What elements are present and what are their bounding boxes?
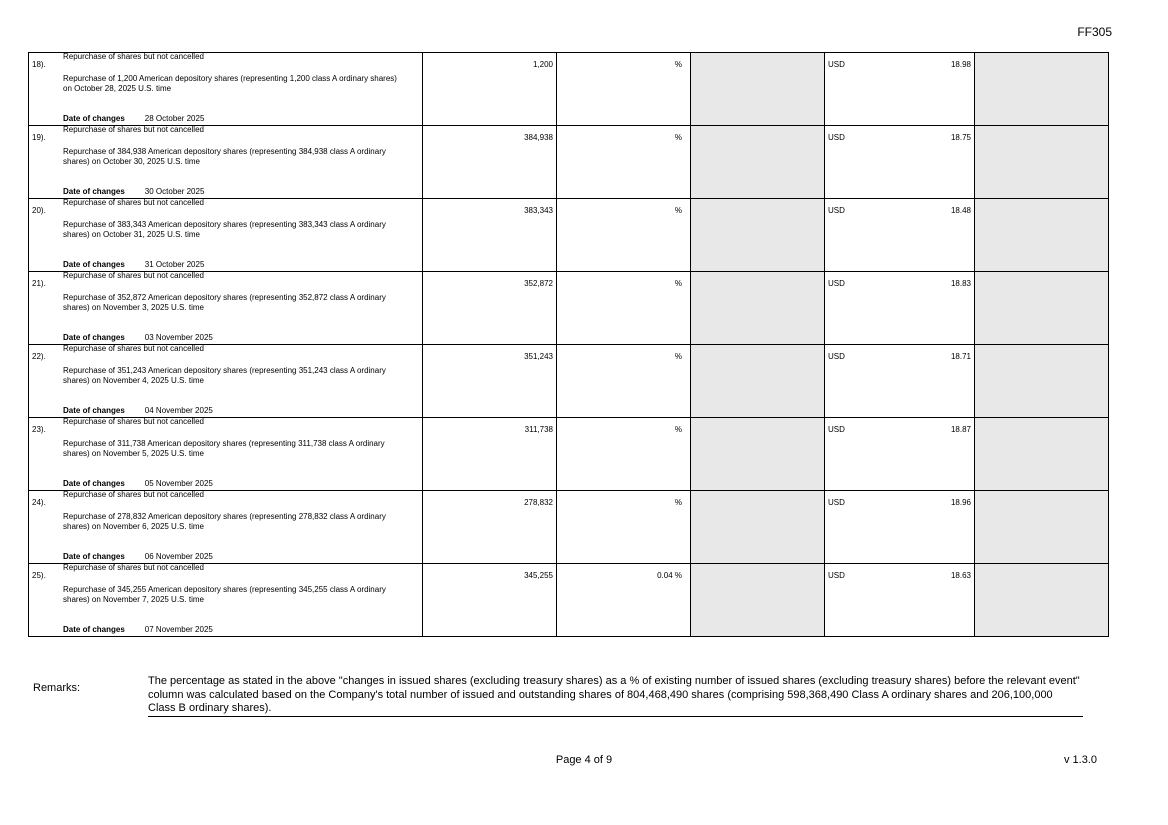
date-label: Date of changes: [63, 260, 125, 269]
event-type: Repurchase of shares but not cancelled: [63, 490, 204, 499]
shaded-cell: [691, 345, 825, 418]
event-type: Repurchase of shares but not cancelled: [63, 344, 204, 353]
price-cell: [825, 418, 975, 491]
table-row: [29, 418, 1109, 491]
quantity-cell: [423, 491, 557, 564]
price-cell: [825, 199, 975, 272]
quantity-value: 383,343: [524, 206, 553, 215]
shaded-cell: [975, 126, 1109, 199]
percentage-cell: [557, 345, 691, 418]
row-number: 22).: [32, 352, 46, 361]
currency: USD: [828, 352, 845, 361]
date-value: 30 October 2025: [144, 187, 205, 196]
event-type: Repurchase of shares but not cancelled: [63, 271, 204, 280]
date-value: 31 October 2025: [144, 260, 205, 269]
description-cell: [29, 491, 423, 564]
table-row: [29, 491, 1109, 564]
percentage-value: %: [674, 60, 682, 69]
description-cell: [29, 564, 423, 637]
shaded-cell: [691, 564, 825, 637]
percentage-cell: [557, 199, 691, 272]
description-cell: [29, 272, 423, 345]
event-detail: Repurchase of 311,738 American depository shares (representing 311,738 class A ordinary shares) on November 5, 2025 U.S. time: [63, 439, 385, 458]
shaded-cell: [691, 272, 825, 345]
price-value: 18.96: [950, 498, 971, 507]
event-detail: Repurchase of 352,872 American depository shares (representing 352,872 class A ordinary shares) on November 3, 2025 U.S. time: [63, 293, 386, 312]
date-value: 07 November 2025: [144, 625, 213, 634]
row-number: 25).: [32, 571, 46, 580]
description-cell: [29, 418, 423, 491]
shaded-cell: [975, 418, 1109, 491]
description-cell: [29, 53, 423, 126]
price-value: 18.75: [950, 133, 971, 142]
event-detail: Repurchase of 345,255 American depository shares (representing 345,255 class A ordinary shares) on November 7, 2025 U.S. time: [63, 585, 386, 604]
price-cell: [825, 53, 975, 126]
version-label: v 1.3.0: [1063, 754, 1097, 766]
date-label: Date of changes: [63, 333, 125, 342]
event-type: Repurchase of shares but not cancelled: [63, 52, 204, 61]
percentage-cell: [557, 491, 691, 564]
date-label: Date of changes: [63, 114, 125, 123]
date-label: Date of changes: [63, 479, 125, 488]
date-label: Date of changes: [63, 625, 125, 634]
price-value: 18.48: [950, 206, 971, 215]
currency: USD: [828, 60, 845, 69]
table-row: [29, 272, 1109, 345]
price-value: 18.98: [950, 60, 971, 69]
price-value: 18.83: [950, 279, 971, 288]
shaded-cell: [975, 199, 1109, 272]
event-type: Repurchase of shares but not cancelled: [63, 198, 204, 207]
event-detail: Repurchase of 351,243 American depository shares (representing 351,243 class A ordinary shares) on November 4, 2025 U.S. time: [63, 366, 386, 385]
quantity-cell: [423, 53, 557, 126]
event-type: Repurchase of shares but not cancelled: [63, 125, 204, 134]
quantity-cell: [423, 345, 557, 418]
price-cell: [825, 272, 975, 345]
shaded-cell: [975, 272, 1109, 345]
percentage-value: %: [674, 133, 682, 142]
row-number: 23).: [32, 425, 46, 434]
event-detail: Repurchase of 278,832 American depository shares (representing 278,832 class A ordinary shares) on November 6, 2025 U.S. time: [63, 512, 386, 531]
row-number: 19).: [32, 133, 46, 142]
price-value: 18.87: [950, 425, 971, 434]
table-body: [29, 53, 1109, 637]
description-cell: [29, 199, 423, 272]
quantity-value: 345,255: [524, 571, 553, 580]
price-cell: [825, 564, 975, 637]
remarks-text: The percentage as stated in the above "changes in issued shares (excluding treasury shares) as a % of existing number of issued shares (excluding treasury shares) before the relevant event" column was calculated based on the Company's total number of issued and outstanding shares of 804,468,490 shares (comprising 598,368,490 Class A ordinary shares and 206,100,000 Class B ordinary shares).: [148, 675, 1083, 717]
quantity-cell: [423, 272, 557, 345]
date-of-changes: [63, 406, 213, 415]
quantity-value: 351,243: [524, 352, 553, 361]
currency: USD: [828, 498, 845, 507]
shaded-cell: [691, 491, 825, 564]
currency: USD: [828, 571, 845, 580]
table-row: [29, 564, 1109, 637]
date-of-changes: [63, 260, 204, 269]
percentage-value: %: [674, 425, 682, 434]
date-of-changes: [63, 114, 204, 123]
percentage-cell: [557, 418, 691, 491]
table-row: [29, 53, 1109, 126]
description-cell: [29, 345, 423, 418]
shaded-cell: [691, 199, 825, 272]
quantity-value: 278,832: [524, 498, 553, 507]
quantity-value: 384,938: [524, 133, 553, 142]
event-type: Repurchase of shares but not cancelled: [63, 563, 204, 572]
currency: USD: [828, 425, 845, 434]
remarks-label: Remarks:: [33, 682, 81, 694]
date-of-changes: [63, 333, 213, 342]
quantity-cell: [423, 126, 557, 199]
price-cell: [825, 126, 975, 199]
form-code: FF305: [1077, 25, 1112, 39]
date-value: 06 November 2025: [144, 552, 213, 561]
quantity-value: 311,738: [524, 425, 553, 434]
percentage-value: 0.04 %: [657, 571, 682, 580]
event-detail: Repurchase of 383,343 American depository shares (representing 383,343 class A ordinary shares) on October 31, 2025 U.S. time: [63, 220, 386, 239]
share-changes-table: [28, 52, 1109, 637]
event-type: Repurchase of shares but not cancelled: [63, 417, 204, 426]
percentage-cell: [557, 272, 691, 345]
shaded-cell: [975, 491, 1109, 564]
price-cell: [825, 491, 975, 564]
event-detail: Repurchase of 384,938 American depository shares (representing 384,938 class A ordinary shares) on October 30, 2025 U.S. time: [63, 147, 386, 166]
date-label: Date of changes: [63, 552, 125, 561]
quantity-cell: [423, 418, 557, 491]
table-row: [29, 345, 1109, 418]
price-value: 18.71: [950, 352, 971, 361]
date-value: 05 November 2025: [144, 479, 213, 488]
price-cell: [825, 345, 975, 418]
quantity-value: 352,872: [524, 279, 553, 288]
currency: USD: [828, 206, 845, 215]
shaded-cell: [975, 53, 1109, 126]
quantity-value: 1,200: [532, 60, 553, 69]
price-value: 18.63: [950, 571, 971, 580]
table-row: [29, 126, 1109, 199]
date-value: 04 November 2025: [144, 406, 213, 415]
percentage-value: %: [674, 206, 682, 215]
percentage-value: %: [674, 352, 682, 361]
row-number: 18).: [32, 60, 46, 69]
shaded-cell: [975, 345, 1109, 418]
currency: USD: [828, 279, 845, 288]
shaded-cell: [691, 53, 825, 126]
percentage-cell: [557, 53, 691, 126]
table-row: [29, 199, 1109, 272]
event-detail: Repurchase of 1,200 American depository shares (representing 1,200 class A ordinary shares) on October 28, 2025 U.S. time: [63, 74, 397, 93]
quantity-cell: [423, 199, 557, 272]
date-of-changes: [63, 479, 213, 488]
date-value: 03 November 2025: [144, 333, 213, 342]
date-label: Date of changes: [63, 187, 125, 196]
date-of-changes: [63, 552, 213, 561]
row-number: 20).: [32, 206, 46, 215]
date-value: 28 October 2025: [144, 114, 205, 123]
percentage-cell: [557, 564, 691, 637]
currency: USD: [828, 133, 845, 142]
row-number: 24).: [32, 498, 46, 507]
date-of-changes: [63, 625, 213, 634]
percentage-value: %: [674, 279, 682, 288]
percentage-cell: [557, 126, 691, 199]
row-number: 21).: [32, 279, 46, 288]
date-label: Date of changes: [63, 406, 125, 415]
shaded-cell: [691, 126, 825, 199]
description-cell: [29, 126, 423, 199]
percentage-value: %: [674, 498, 682, 507]
quantity-cell: [423, 564, 557, 637]
shaded-cell: [691, 418, 825, 491]
date-of-changes: [63, 187, 204, 196]
shaded-cell: [975, 564, 1109, 637]
page-number: Page 4 of 9: [555, 754, 613, 766]
